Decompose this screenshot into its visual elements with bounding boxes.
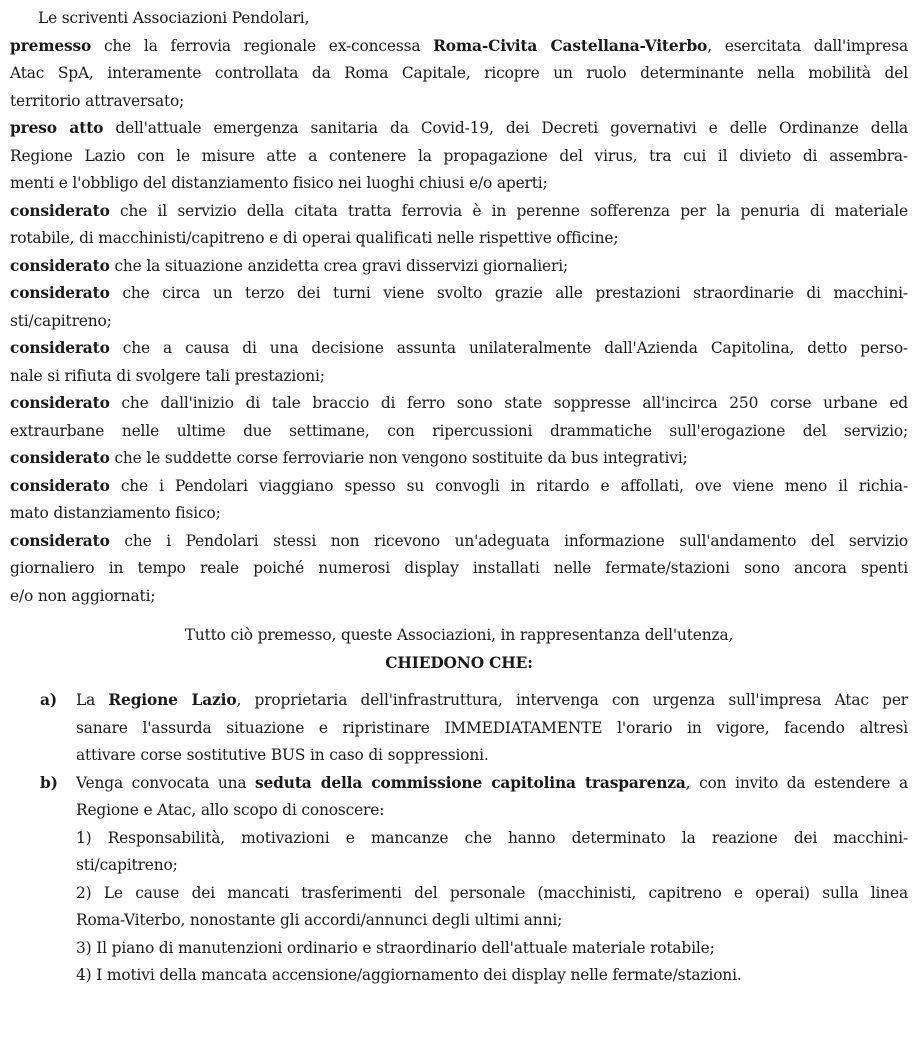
request-highlight: seduta della commissione capitolina trasparenza bbox=[255, 773, 686, 792]
sub-item-line: 1) Responsabilità, motivazioni e mancanze che hanno determinato la reazione dei macchini- bbox=[76, 828, 908, 847]
sub-item-line: 3) Il piano di manutenzioni ordinario e straordinario dell'attuale materiale rotabile; bbox=[76, 938, 715, 957]
premise-text: che dall'inizio di tale braccio di ferro sono state soppresse all'incirca 250 corse urbane ed bbox=[109, 394, 908, 412]
premise-text: che il servizio della citata tratta ferrovia è in perenne sofferenza per la penuria di materiale bbox=[109, 201, 908, 220]
premise-keyword: considerato bbox=[10, 394, 110, 412]
premise-text: che i Pendolari viaggiano spesso su convogli in ritardo e affollati, ove viene meno il richia- bbox=[109, 476, 908, 495]
spacer bbox=[10, 610, 908, 622]
closing-statement: Tutto ciò premesso, queste Associazioni, in rappresentanza dell'utenza, bbox=[184, 626, 734, 644]
sub-item-4 bbox=[10, 962, 908, 990]
premise-line: rotabile, di macchinisti/capitreno e di operai qualificati nelle rispettive officine; bbox=[10, 229, 619, 247]
request-text: Venga convocata una bbox=[76, 773, 256, 792]
premise-keyword: considerato bbox=[10, 449, 110, 467]
premise-line: territorio attraversato; bbox=[10, 91, 185, 110]
request-highlight: Regione Lazio bbox=[108, 691, 237, 709]
request-item-b bbox=[10, 770, 908, 825]
premise-line bbox=[10, 473, 908, 501]
premise-line: menti e l'obbligo del distanziamento fisico nei luoghi chiusi e/o aperti; bbox=[10, 174, 548, 192]
premise-keyword: considerato bbox=[10, 476, 110, 495]
premise-keyword: considerato bbox=[10, 531, 110, 550]
premise-text: che le suddette corse ferroviarie non vengono sostituite da bus integrativi; bbox=[109, 449, 688, 467]
premise-line bbox=[10, 198, 908, 226]
premise-text: che circa un terzo dei turni viene svolto grazie alle prestazioni straordinarie di macchini- bbox=[109, 284, 908, 302]
request-heading: CHIEDONO CHE: bbox=[385, 653, 533, 672]
premise-text: , esercitata dall'impresa bbox=[707, 36, 908, 55]
premise-text: dell'attuale emergenza sanitaria da Covid-19, dei Decreti governativi e delle Ordinanze della bbox=[103, 119, 908, 137]
premise-text: che la situazione anzidetta crea gravi disservizi giornalieri; bbox=[109, 256, 569, 275]
sub-item-line: 2) Le cause dei mancati trasferimenti del personale (macchinisti, capitreno e operai) sulla linea bbox=[76, 883, 908, 902]
request-text: , con invito da estendere a bbox=[685, 773, 909, 792]
premise-line: sti/capitreno; bbox=[10, 311, 112, 330]
premise-line bbox=[10, 33, 908, 61]
request-line bbox=[76, 687, 908, 715]
request-line: attivare corse sostitutive BUS in caso di soppressioni. bbox=[76, 746, 489, 764]
request-line: Regione e Atac, allo scopo di conoscere: bbox=[76, 801, 385, 819]
premise-line bbox=[10, 528, 908, 556]
premise-keyword: considerato bbox=[10, 284, 110, 302]
premise-line: Regione Lazio con le misure atte a contenere la propagazione del virus, tra cui il divieto di assembra- bbox=[10, 146, 908, 165]
premise-line bbox=[10, 445, 908, 473]
request-text: La bbox=[76, 691, 109, 709]
sub-item-1 bbox=[10, 825, 908, 880]
premise-line bbox=[10, 253, 908, 281]
request-marker: a) bbox=[40, 691, 57, 709]
premise-line bbox=[10, 280, 908, 308]
request-line: sanare l'assurda situazione e ripristinare IMMEDIATAMENTE l'orario in vigore, facendo altresì bbox=[76, 718, 908, 737]
premise-line: nale si rifiuta di svolgere tali prestazioni; bbox=[10, 366, 325, 385]
premise-text: che la ferrovia regionale ex-concessa bbox=[91, 36, 434, 55]
premise-line: giornaliero in tempo reale poiché numerosi display installati nelle fermate/stazioni sono ancora spenti bbox=[10, 559, 908, 577]
premise-line bbox=[10, 335, 908, 363]
premise-line: mato distanziamento fisico; bbox=[10, 504, 221, 522]
premise-keyword: considerato bbox=[10, 256, 110, 275]
spacer bbox=[10, 677, 908, 687]
premise-line bbox=[10, 390, 908, 418]
sub-item-line: 4) I motivi della mancata accensione/aggiornamento dei display nelle fermate/stazioni. bbox=[76, 966, 742, 984]
sub-item-3 bbox=[10, 935, 908, 963]
sub-item-line: sti/capitreno; bbox=[76, 856, 178, 874]
premise-keyword: preso atto bbox=[10, 119, 104, 137]
request-text: , proprietaria dell'infrastruttura, intervenga con urgenza sull'impresa Atac per bbox=[236, 691, 908, 709]
sub-item-line: Roma-Viterbo, nonostante gli accordi/annunci degli ultimi anni; bbox=[76, 911, 563, 929]
premise-highlight: Roma-Civita Castellana-Viterbo bbox=[433, 36, 708, 55]
request-marker: b) bbox=[40, 773, 58, 792]
premise-line bbox=[10, 115, 908, 143]
premise-text: che a causa di una decisione assunta unilateralmente dall'Azienda Capitolina, detto perso- bbox=[109, 339, 908, 357]
request-item-a bbox=[10, 687, 908, 770]
premise-text: che i Pendolari stessi non ricevono un'adeguata informazione sull'andamento del servizio bbox=[109, 531, 908, 550]
premise-keyword: considerato bbox=[10, 339, 110, 357]
premise-line: extraurbane nelle ultime due settimane, con ripercussioni drammatiche sull'erogazione del servizio; bbox=[10, 421, 908, 440]
premise-keyword: premesso bbox=[10, 36, 92, 55]
premise-keyword: considerato bbox=[10, 201, 110, 220]
salutation: Le scriventi Associazioni Pendolari, bbox=[38, 9, 310, 27]
request-line bbox=[76, 770, 908, 798]
premise-line: Atac SpA, interamente controllata da Roma Capitale, ricopre un ruolo determinante nella mobilità del bbox=[10, 64, 908, 82]
premise-line: e/o non aggiornati; bbox=[10, 586, 156, 605]
sub-item-2 bbox=[10, 880, 908, 935]
